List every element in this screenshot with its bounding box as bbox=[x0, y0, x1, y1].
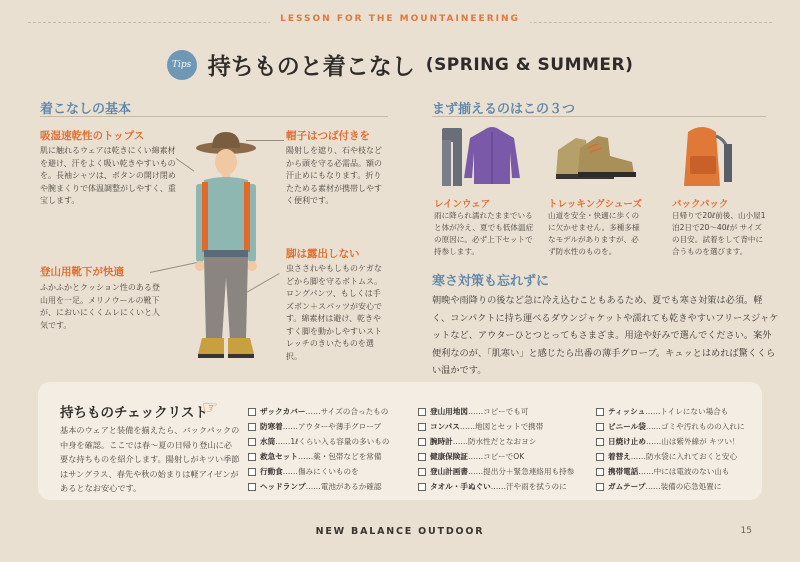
trekking-shoes-icon bbox=[548, 128, 640, 188]
backpack-icon bbox=[672, 122, 746, 190]
rain-jacket-icon bbox=[434, 124, 524, 190]
checklist-column-2 bbox=[418, 404, 598, 494]
cold-title: 寒さ対策も忘れずに bbox=[432, 274, 550, 289]
checkbox-icon[interactable] bbox=[418, 438, 426, 446]
checkbox-icon[interactable] bbox=[596, 453, 604, 461]
legs-title: 脚は露出しない bbox=[286, 248, 360, 260]
checklist-item[interactable]: 着替え ……防水袋に入れておくと安心 bbox=[596, 449, 776, 464]
page-title-season: (SPRING & SUMMER) bbox=[425, 54, 634, 75]
checkbox-icon[interactable] bbox=[596, 423, 604, 431]
checklist-item[interactable]: 登山計画書 ……提出分＋緊急連絡用も持参 bbox=[418, 464, 598, 479]
checklist-item[interactable]: 携帯電話 ……中には電波のない山も bbox=[596, 464, 776, 479]
checkbox-icon[interactable] bbox=[248, 438, 256, 446]
page-title: 持ちものと着こなし bbox=[207, 54, 415, 80]
hiker-illustration-icon bbox=[182, 128, 270, 368]
checklist-item[interactable]: ガムテープ ……装備の応急処置に bbox=[596, 479, 776, 494]
hat-text: 陽射しを遮り、石や枝などから頭を守る必需品。額の汗止めにもなります。折りたためる素材が携帯しやすく便利です。 bbox=[286, 146, 382, 205]
checklist-item[interactable]: タオル・手ぬぐい ……汗や雨を拭うのに bbox=[418, 479, 598, 494]
checklist-item[interactable]: ビニール袋 ……ゴミや汚れものの入れに bbox=[596, 419, 776, 434]
checkbox-icon[interactable] bbox=[418, 453, 426, 461]
backpack-text: 日帰りで20ℓ前後、山小屋1泊2日で20〜40ℓが サイズの目安。試着をして背中に合うものを選びます。 bbox=[672, 211, 766, 256]
tops-text: 肌に触れるウェアは乾きにくい綿素材を避け、汗をよく吸い乾きやすいものを。長袖シャツは、ボタンの開け閉めや腕まくりで体温調整がしやすく、重宝します。 bbox=[40, 146, 176, 205]
page-number: 15 bbox=[740, 526, 752, 536]
rainwear-text: 雨に降られ濡れたままでいると体が冷え、夏でも低体温症の原因に。必ず上下セットで持参します。 bbox=[434, 211, 534, 256]
checkbox-icon[interactable] bbox=[596, 408, 604, 416]
hat-title: 帽子はつば付きを bbox=[286, 130, 370, 142]
left-heading-rule bbox=[40, 116, 388, 117]
checkbox-icon[interactable] bbox=[418, 408, 426, 416]
title-block bbox=[0, 48, 800, 81]
checklist-item[interactable]: 登山用地図 ……コピーでも可 bbox=[418, 404, 598, 419]
checkbox-icon[interactable] bbox=[248, 453, 256, 461]
shoes-label: トレッキングシューズ bbox=[548, 199, 642, 210]
checklist-intro: 基本のウェアと装備を揃えたら、バックパックの中身を確認。ここでは春〜夏の日帰り登山に必要な持ちものを紹介します。陽射しがキツい季節はサングラス、春先や秋の始まりは軽アイゼンがあるとなお安心です。 bbox=[60, 425, 240, 493]
checklist-item[interactable]: コンパス ……地図とセットで携帯 bbox=[418, 419, 598, 434]
checkbox-icon[interactable] bbox=[596, 468, 604, 476]
shoes-text: 山道を安全・快適に歩くのに欠かせません。多種多様なモデルがありますが、必ず防水性のものを。 bbox=[548, 211, 640, 256]
checkbox-icon[interactable] bbox=[596, 438, 604, 446]
checklist-item[interactable]: 健康保険証 ……コピーでOK bbox=[418, 449, 598, 464]
checkbox-icon[interactable] bbox=[248, 423, 256, 431]
tops-title: 吸湿速乾性のトップス bbox=[40, 130, 145, 142]
footer-brand: NEW BALANCE OUTDOOR bbox=[315, 526, 485, 537]
checkbox-icon[interactable] bbox=[596, 483, 604, 491]
checklist-item[interactable]: 水筒 ……1ℓくらい入る容量の多いもの bbox=[248, 434, 428, 449]
checkbox-icon[interactable] bbox=[248, 468, 256, 476]
pointing-hand-icon: ☞ bbox=[202, 397, 219, 418]
checklist-column-3 bbox=[596, 404, 776, 494]
checklist-item[interactable]: 救急セット ……薬・包帯などを常備 bbox=[248, 449, 428, 464]
right-heading: まず揃えるのはこの３つ bbox=[432, 102, 576, 117]
legs-text: 虫さされやもしものケガなどから脚を守るボトムス。ロングパンツ、もしくは手ズボン＋スパッツが安心です。綿素材は避け、乾きやすく脚を動かしやすいストレッチのきいたものを選択。 bbox=[286, 264, 383, 361]
header-label: LESSON FOR THE MOUNTAINEERING bbox=[0, 14, 800, 24]
checklist-item[interactable]: ヘッドランプ ……電池があるか確認 bbox=[248, 479, 428, 494]
checklist-item[interactable]: 行動食 ……傷みにくいものを bbox=[248, 464, 428, 479]
backpack-label: バックパック bbox=[672, 199, 729, 210]
checklist-item[interactable]: 防寒着 ……アウターや薄手グローブ bbox=[248, 419, 428, 434]
checkbox-icon[interactable] bbox=[418, 423, 426, 431]
tips-badge: Tips bbox=[167, 50, 197, 80]
checkbox-icon[interactable] bbox=[248, 483, 256, 491]
checklist-item[interactable]: ティッシュ ……トイレにない場合も bbox=[596, 404, 776, 419]
checklist-column-1 bbox=[248, 404, 428, 494]
checklist-item[interactable]: 腕時計 ……防水性だとなおヨシ bbox=[418, 434, 598, 449]
cold-text: 朝晩や雨降りの後など急に冷え込むこともあるため、夏でも寒さ対策は必須。軽く、コンパクトに持ち運べるダウンジャケットや濡れても乾きやすいフリースジャケットなど、アウターひとつとってもさまざま。用途や好みで選んでください。案外便利なのが、「肌寒い」と感じたら出番の薄手グローブ。キュッとはめれば驚くくらい温かです。 bbox=[432, 295, 779, 376]
checklist-item[interactable]: ザックカバー ……サイズの合ったもの bbox=[248, 404, 428, 419]
socks-title: 登山用靴下が快適 bbox=[40, 266, 124, 278]
checkbox-icon[interactable] bbox=[418, 468, 426, 476]
socks-text: ふかふかとクッション性のある登山用を一足。メリノウールの靴下が、においにくくムレにくいと人気です。 bbox=[40, 283, 160, 330]
checklist-title: 持ちものチェックリスト bbox=[60, 405, 208, 421]
checkbox-icon[interactable] bbox=[248, 408, 256, 416]
checkbox-icon[interactable] bbox=[418, 483, 426, 491]
rainwear-label: レインウェア bbox=[434, 199, 491, 210]
right-heading-rule bbox=[432, 116, 766, 117]
checklist-item[interactable]: 日焼け止め ……山は紫外線が キツい！ bbox=[596, 434, 776, 449]
left-heading: 着こなしの基本 bbox=[40, 102, 132, 117]
